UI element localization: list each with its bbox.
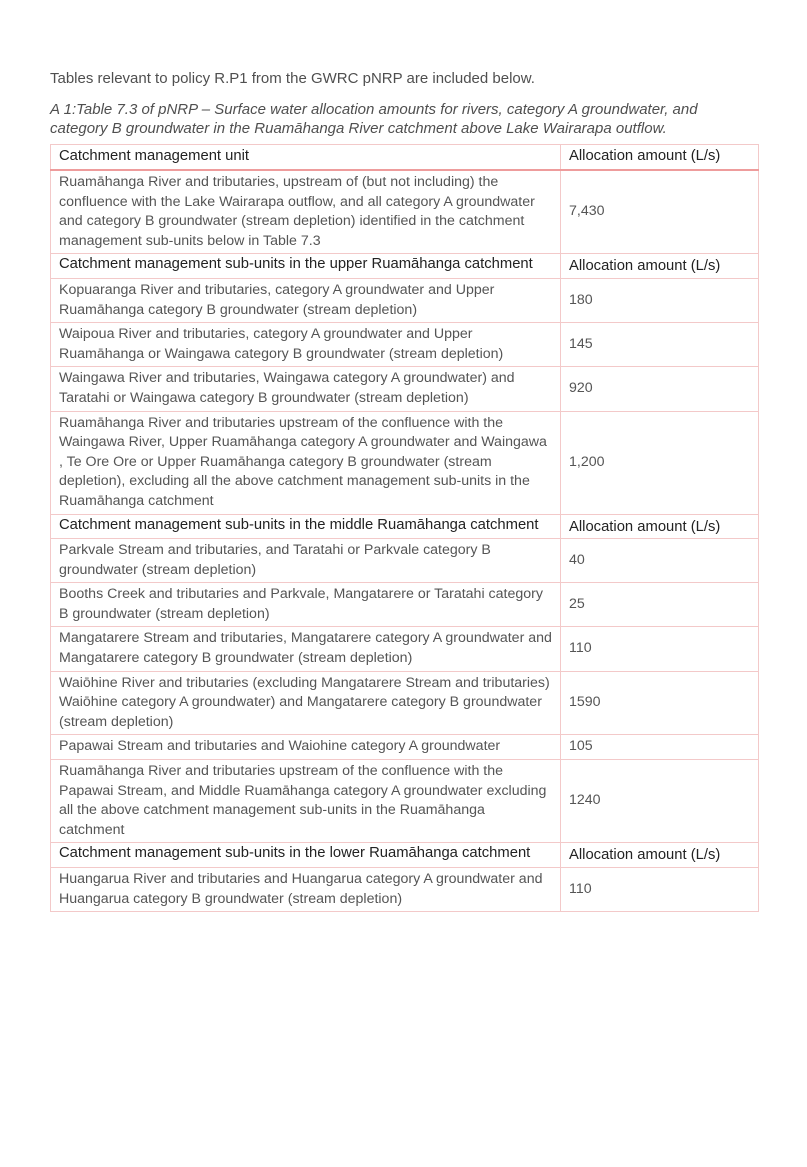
row-amount: 7,430 [561,170,759,254]
row-description: Ruamāhanga River and tributaries upstream of the confluence with the Waingawa River, Upper Ruamāhanga category A groundwater and Waingawa , Te Ore Ore or Upper Ruamāhanga category B groundwater (stream depletion), excluding all the above catchment management sub-units in the Ruamāhanga catchment [51,411,561,514]
section-header-lower [51,843,759,868]
row-amount: 40 [561,539,759,583]
allocation-table [50,144,759,912]
row-description: Booths Creek and tributaries and Parkvale, Mangatarere or Taratahi category B groundwater (stream depletion) [51,583,561,627]
table-row [51,411,759,514]
section-title: Catchment management sub-units in the middle Ruamāhanga catchment [51,514,561,539]
row-amount: 180 [561,278,759,322]
table-row [51,671,759,735]
row-amount: 25 [561,583,759,627]
row-amount: 110 [561,868,759,912]
table-row [51,539,759,583]
row-amount: 1240 [561,760,759,843]
table-row [51,760,759,843]
row-description: Waiōhine River and tributaries (excluding Mangatarere Stream and tributaries) Waiōhine category A groundwater) and Mangatarere category B groundwater (stream depletion) [51,671,561,735]
row-description: Waipoua River and tributaries, category A groundwater and Upper Ruamāhanga or Waingawa category B groundwater (stream depletion) [51,323,561,367]
section-amount-header: Allocation amount (L/s) [561,514,759,539]
row-amount: 105 [561,735,759,760]
section-header-middle [51,514,759,539]
column-header-unit: Catchment management unit [51,145,561,171]
row-amount: 145 [561,323,759,367]
row-amount: 1,200 [561,411,759,514]
table-row [51,323,759,367]
section-amount-header: Allocation amount (L/s) [561,254,759,279]
row-description: Mangatarere Stream and tributaries, Mangatarere category A groundwater and Mangatarere category B groundwater (stream depletion) [51,627,561,671]
section-title: Catchment management sub-units in the lower Ruamāhanga catchment [51,843,561,868]
table-caption: A 1:Table 7.3 of pNRP – Surface water allocation amounts for rivers, category A groundwater, and category B groundwater in the Ruamāhanga River catchment above Lake Wairarapa outflow. [50,101,698,137]
row-description: Papawai Stream and tributaries and Waiohine category A groundwater [51,735,561,760]
table-row [51,278,759,322]
row-amount: 110 [561,627,759,671]
table-row [51,627,759,671]
row-description: Parkvale Stream and tributaries, and Taratahi or Parkvale category B groundwater (stream depletion) [51,539,561,583]
section-amount-header: Allocation amount (L/s) [561,843,759,868]
row-description: Waingawa River and tributaries, Waingawa category A groundwater) and Taratahi or Waingawa category B groundwater (stream depletion) [51,367,561,411]
table-row [51,583,759,627]
table-row [51,735,759,760]
section-header-upper [51,254,759,279]
row-description: Kopuaranga River and tributaries, category A groundwater and Upper Ruamāhanga category B groundwater (stream depletion) [51,278,561,322]
document-page [50,68,758,912]
table-row [51,367,759,411]
row-description: Huangarua River and tributaries and Huangarua category A groundwater and Huangarua category B groundwater (stream depletion) [51,868,561,912]
row-amount: 920 [561,367,759,411]
table-header-row [51,145,759,171]
row-description: Ruamāhanga River and tributaries, upstream of (but not including) the confluence with the Lake Wairarapa outflow, and all category A groundwater and category B groundwater (stream depletion) identified in the catchment management sub-units below in Table 7.3 [51,170,561,254]
intro-text: Tables relevant to policy R.P1 from the GWRC pNRP are included below. [50,70,535,87]
row-description: Ruamāhanga River and tributaries upstream of the confluence with the Papawai Stream, and Middle Ruamāhanga category A groundwater excluding all the above catchment management sub-units in the Ruamāhanga catchment [51,760,561,843]
section-title: Catchment management sub-units in the upper Ruamāhanga catchment [51,254,561,279]
column-header-amount: Allocation amount (L/s) [561,145,759,171]
table-row [51,868,759,912]
row-amount: 1590 [561,671,759,735]
table-row [51,170,759,254]
